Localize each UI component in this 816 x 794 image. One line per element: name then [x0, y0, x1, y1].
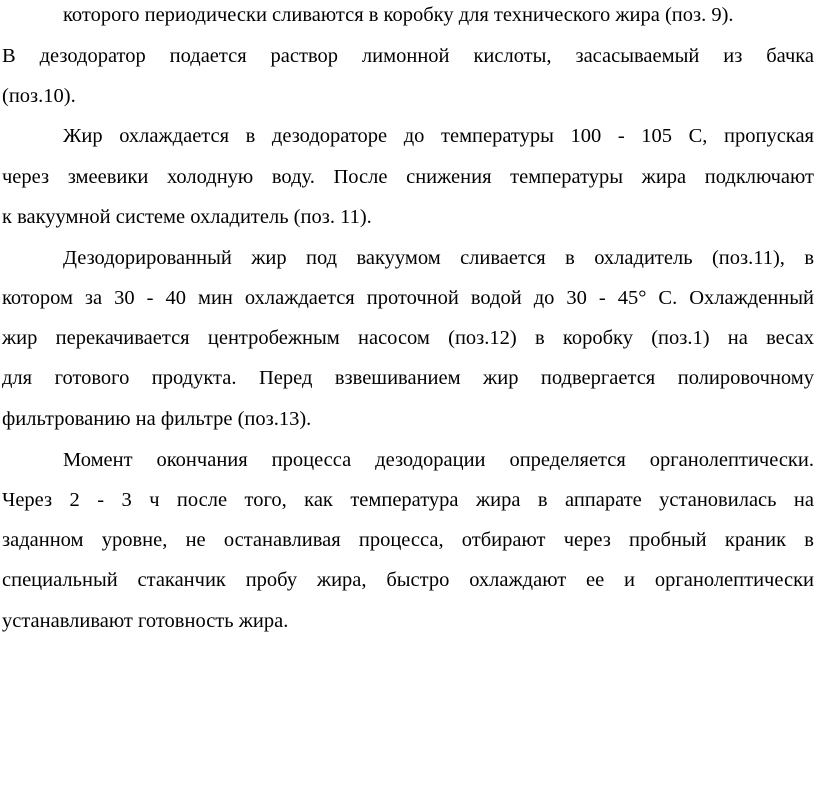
text-line: Дезодорированный жир под вакуумом сливается в охладитель (поз.11), в	[63, 247, 814, 269]
text-line: фильтрованию на фильтре (поз.13).	[2, 408, 312, 430]
text-line: жир перекачивается центробежным насосом (поз.12) в коробку (поз.1) на весах	[2, 327, 814, 349]
text-line: устанавливают готовность жира.	[2, 610, 289, 632]
text-line: к вакуумной системе охладитель (поз. 11).	[2, 206, 372, 228]
text-line: через змеевики холодную воду. После снижения температуры жира подключают	[2, 166, 814, 188]
text-line: (поз.10).	[2, 85, 76, 107]
text-line: Жир охлаждается в дезодораторе до температуры 100 - 105 С, пропуская	[63, 125, 814, 147]
text-line: для готового продукта. Перед взвешиванием жир подвергается полировочному	[2, 367, 814, 389]
text-line: заданном уровне, не останавливая процесса, отбирают через пробный краник в	[2, 529, 814, 551]
text-line: специальный стаканчик пробу жира, быстро охлаждают ее и органолептически	[2, 569, 814, 591]
text-line: Момент окончания процесса дезодорации определяется органолептически.	[63, 449, 814, 471]
text-line: которого периодически сливаются в коробку для технического жира (поз. 9).	[63, 4, 734, 26]
text-line: В дезодоратор подается раствор лимонной кислоты, засасываемый из бачка	[2, 45, 814, 67]
text-line: котором за 30 - 40 мин охлаждается проточной водой до 30 - 45° С. Охлажденный	[2, 287, 814, 309]
text-line: Через 2 - 3 ч после того, как температура жира в аппарате установилась на	[2, 489, 814, 511]
